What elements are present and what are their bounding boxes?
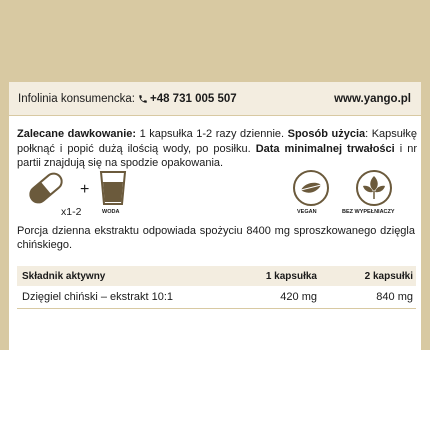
water-label: WODA <box>102 209 120 215</box>
phone-icon <box>138 94 148 104</box>
col-one-capsule: 1 kapsułka <box>265 270 317 282</box>
expiry-text: i nr partii znajdują się na spodzie opakowania. <box>17 142 417 169</box>
vegan-leaf-icon <box>291 169 331 207</box>
ingredients-table <box>17 266 416 309</box>
col-two-capsules: 2 kapsułki <box>364 270 413 282</box>
portion-note: Porcja dzienna ekstraktu odpowiada spożyciu 8400 mg sproszkowanego dzięgla chińskiego. <box>17 225 415 251</box>
capsule-count: x1-2 <box>61 206 82 218</box>
recommended-dosage-text: 1 kapsułka 1-2 razy dziennie. <box>136 128 288 140</box>
glass-of-water-icon <box>98 170 128 206</box>
top-beige-band <box>0 0 430 82</box>
table-row <box>17 286 416 309</box>
hotline-label: Infolinia konsumencka: <box>18 92 135 105</box>
vegan-label: VEGAN <box>297 209 317 215</box>
usage-text: : Kapsułkę połknąć i popić dużą ilością wody, po posiłku. <box>17 128 417 155</box>
website-url[interactable]: www.yango.pl <box>334 92 411 105</box>
expiry-label: Data minimalnej trwałości <box>255 142 395 155</box>
hotline-number: +48 731 005 507 <box>149 92 237 105</box>
consumer-info-bar <box>9 82 421 116</box>
icons-row <box>22 169 422 219</box>
dosage-paragraph <box>17 127 417 171</box>
hotline <box>18 93 237 105</box>
col-active-ingredient: Składnik aktywny <box>22 270 106 282</box>
usage-label: Sposób użycia <box>287 128 366 140</box>
recommended-dosage-label: Zalecane dawkowanie: <box>17 128 137 140</box>
ingredient-two-capsules-amount: 840 mg <box>376 291 413 303</box>
hotline-number-wrap <box>138 93 237 105</box>
table-header <box>17 266 416 286</box>
plus-icon: + <box>80 181 90 198</box>
left-beige-border <box>0 82 9 350</box>
no-fillers-leaf-icon <box>354 169 394 207</box>
capsule-icon <box>22 169 70 207</box>
ingredient-one-capsule-amount: 420 mg <box>280 291 317 303</box>
ingredient-name: Dzięgiel chiński – ekstrakt 10:1 <box>22 291 174 303</box>
no-fillers-label: BEZ WYPEŁNIACZY <box>342 209 395 215</box>
right-beige-border <box>421 82 430 350</box>
